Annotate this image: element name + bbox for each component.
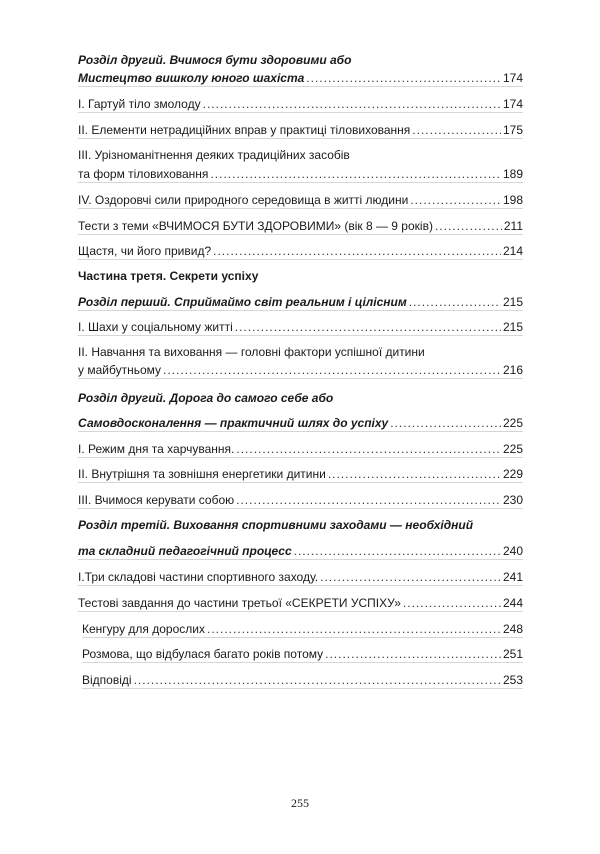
toc-entry xyxy=(78,595,523,612)
toc-entry-page: 253 xyxy=(502,673,523,687)
dot-leader xyxy=(207,621,501,637)
toc-entry xyxy=(78,415,523,432)
toc-entry xyxy=(78,543,523,560)
toc-entry xyxy=(78,192,523,209)
toc-entry xyxy=(78,218,523,235)
dot-leader xyxy=(409,294,501,310)
toc-entry-title: III. Вчимося керувати собою xyxy=(78,493,235,507)
toc-entry-title: у майбутньому xyxy=(78,363,162,377)
dot-leader xyxy=(213,243,501,259)
toc-entry-title: I. Шахи у соціальному житті xyxy=(78,320,233,334)
dot-leader xyxy=(236,441,501,457)
toc-entry xyxy=(78,294,523,311)
toc-entry-title: та складний педагогічний процесс xyxy=(78,544,292,558)
toc-entry-page: 215 xyxy=(502,320,523,334)
toc-entry-title: Щастя, чи його привид? xyxy=(78,244,212,258)
toc-entry xyxy=(78,268,523,284)
toc-entry-page: 240 xyxy=(502,544,523,558)
toc-entry xyxy=(78,96,523,113)
toc-entry-title: I. Гартуй тіло змолоду xyxy=(78,97,201,111)
dot-leader xyxy=(412,122,501,138)
toc-entry xyxy=(78,166,523,183)
toc-entry xyxy=(82,672,523,689)
dot-leader xyxy=(403,595,501,611)
dot-leader xyxy=(328,466,501,482)
toc-entry-title: IV. Оздоровчі сили природного середовища в житті людини xyxy=(78,193,409,207)
toc-entry-title: Самовдосконалення — практичний шлях до успіху xyxy=(78,416,389,430)
toc-entry xyxy=(78,492,523,509)
toc-entry-page: 215 xyxy=(502,295,523,309)
toc-entry-title: Кенгуру для дорослих xyxy=(82,622,205,636)
page-number: 255 xyxy=(291,796,309,810)
toc-entry xyxy=(78,122,523,139)
toc-entry-page: 198 xyxy=(502,193,523,207)
toc-entry-page: 189 xyxy=(502,167,523,181)
toc-entry-title: Тестові завдання до частини третьої «СЕКРЕТИ УСПІХУ» xyxy=(78,596,401,610)
toc-entry xyxy=(78,517,523,533)
toc-entry-title: Частина третя. Секрети успіху xyxy=(78,269,259,283)
toc-entry xyxy=(78,362,523,379)
toc-entry xyxy=(78,52,523,68)
toc-entry-title: II. Навчання та виховання — головні фактори успішної дитини xyxy=(78,345,425,359)
dot-leader xyxy=(235,319,501,335)
toc-entry-page: 174 xyxy=(502,71,523,85)
dot-leader xyxy=(203,96,501,112)
toc-entry xyxy=(78,319,523,336)
toc-entry-page: 216 xyxy=(502,363,523,377)
toc-entry-title: I.Три складові частини спортивного заходу. xyxy=(78,570,319,584)
toc-entry-page: 225 xyxy=(502,442,523,456)
toc-entry xyxy=(78,344,523,360)
dot-leader xyxy=(294,543,501,559)
dot-leader xyxy=(410,192,501,208)
toc-entry-page: 241 xyxy=(502,570,523,584)
toc-entry-title: Розділ третій. Виховання спортивними заходами — необхідний xyxy=(78,518,474,532)
toc-entry-page: 230 xyxy=(502,493,523,507)
dot-leader xyxy=(325,646,501,662)
toc-entry-page: 251 xyxy=(502,647,523,661)
dot-leader xyxy=(320,569,501,585)
toc-entry xyxy=(78,243,523,260)
toc-entry xyxy=(82,621,523,638)
toc-entry-title: II. Внутрішня та зовнішня енергетики дитини xyxy=(78,467,326,481)
toc-entry-page: 244 xyxy=(502,596,523,610)
dot-leader xyxy=(236,492,501,508)
toc-entry-page: 214 xyxy=(502,244,523,258)
toc-entry-title: Розділ другий. Вчимося бути здоровими або xyxy=(78,53,352,67)
toc-entry xyxy=(78,569,523,586)
dot-leader xyxy=(306,70,501,86)
toc-entry-title: III. Урізноманітнення деяких традиційних засобів xyxy=(78,148,350,162)
toc-entry-page: 248 xyxy=(502,622,523,636)
toc-entry-title: Розмова, що відбулася багато років потому xyxy=(82,647,324,661)
toc-entry xyxy=(82,646,523,663)
dot-leader xyxy=(163,362,501,378)
toc-entry-title: Розділ перший. Сприймаймо світ реальним і цілісним xyxy=(78,295,407,309)
toc-entry xyxy=(78,70,523,87)
toc-entry-title: Тести з теми «ВЧИМОСЯ БУТИ ЗДОРОВИМИ» (вік 8 — 9 років) xyxy=(78,219,433,233)
toc-entry-title: I. Режим дня та харчування. xyxy=(78,442,235,456)
toc-entry-page: 174 xyxy=(502,97,523,111)
toc-entry xyxy=(78,441,523,458)
dot-leader xyxy=(390,415,501,431)
toc-entry xyxy=(78,390,523,406)
toc-entry-title: Відповіді xyxy=(82,673,132,687)
toc-entry-page: 211 xyxy=(503,219,523,233)
toc-entry-title: та форм тіловиховання xyxy=(78,167,209,181)
toc-entry-page: 229 xyxy=(502,467,523,481)
dot-leader xyxy=(435,218,502,234)
toc-entry-page: 225 xyxy=(502,416,523,430)
toc-entry-title: Мистецтво вишколу юного шахіста xyxy=(78,71,305,85)
toc-entry xyxy=(78,466,523,483)
dot-leader xyxy=(210,166,501,182)
toc-entry-title: Розділ другий. Дорога до самого себе або xyxy=(78,391,334,405)
dot-leader xyxy=(134,672,501,688)
toc-entry xyxy=(78,147,523,163)
toc-entry-title: II. Елементи нетрадиційних вправ у практиці тіловиховання xyxy=(78,123,411,137)
toc-entry-page: 175 xyxy=(502,123,523,137)
